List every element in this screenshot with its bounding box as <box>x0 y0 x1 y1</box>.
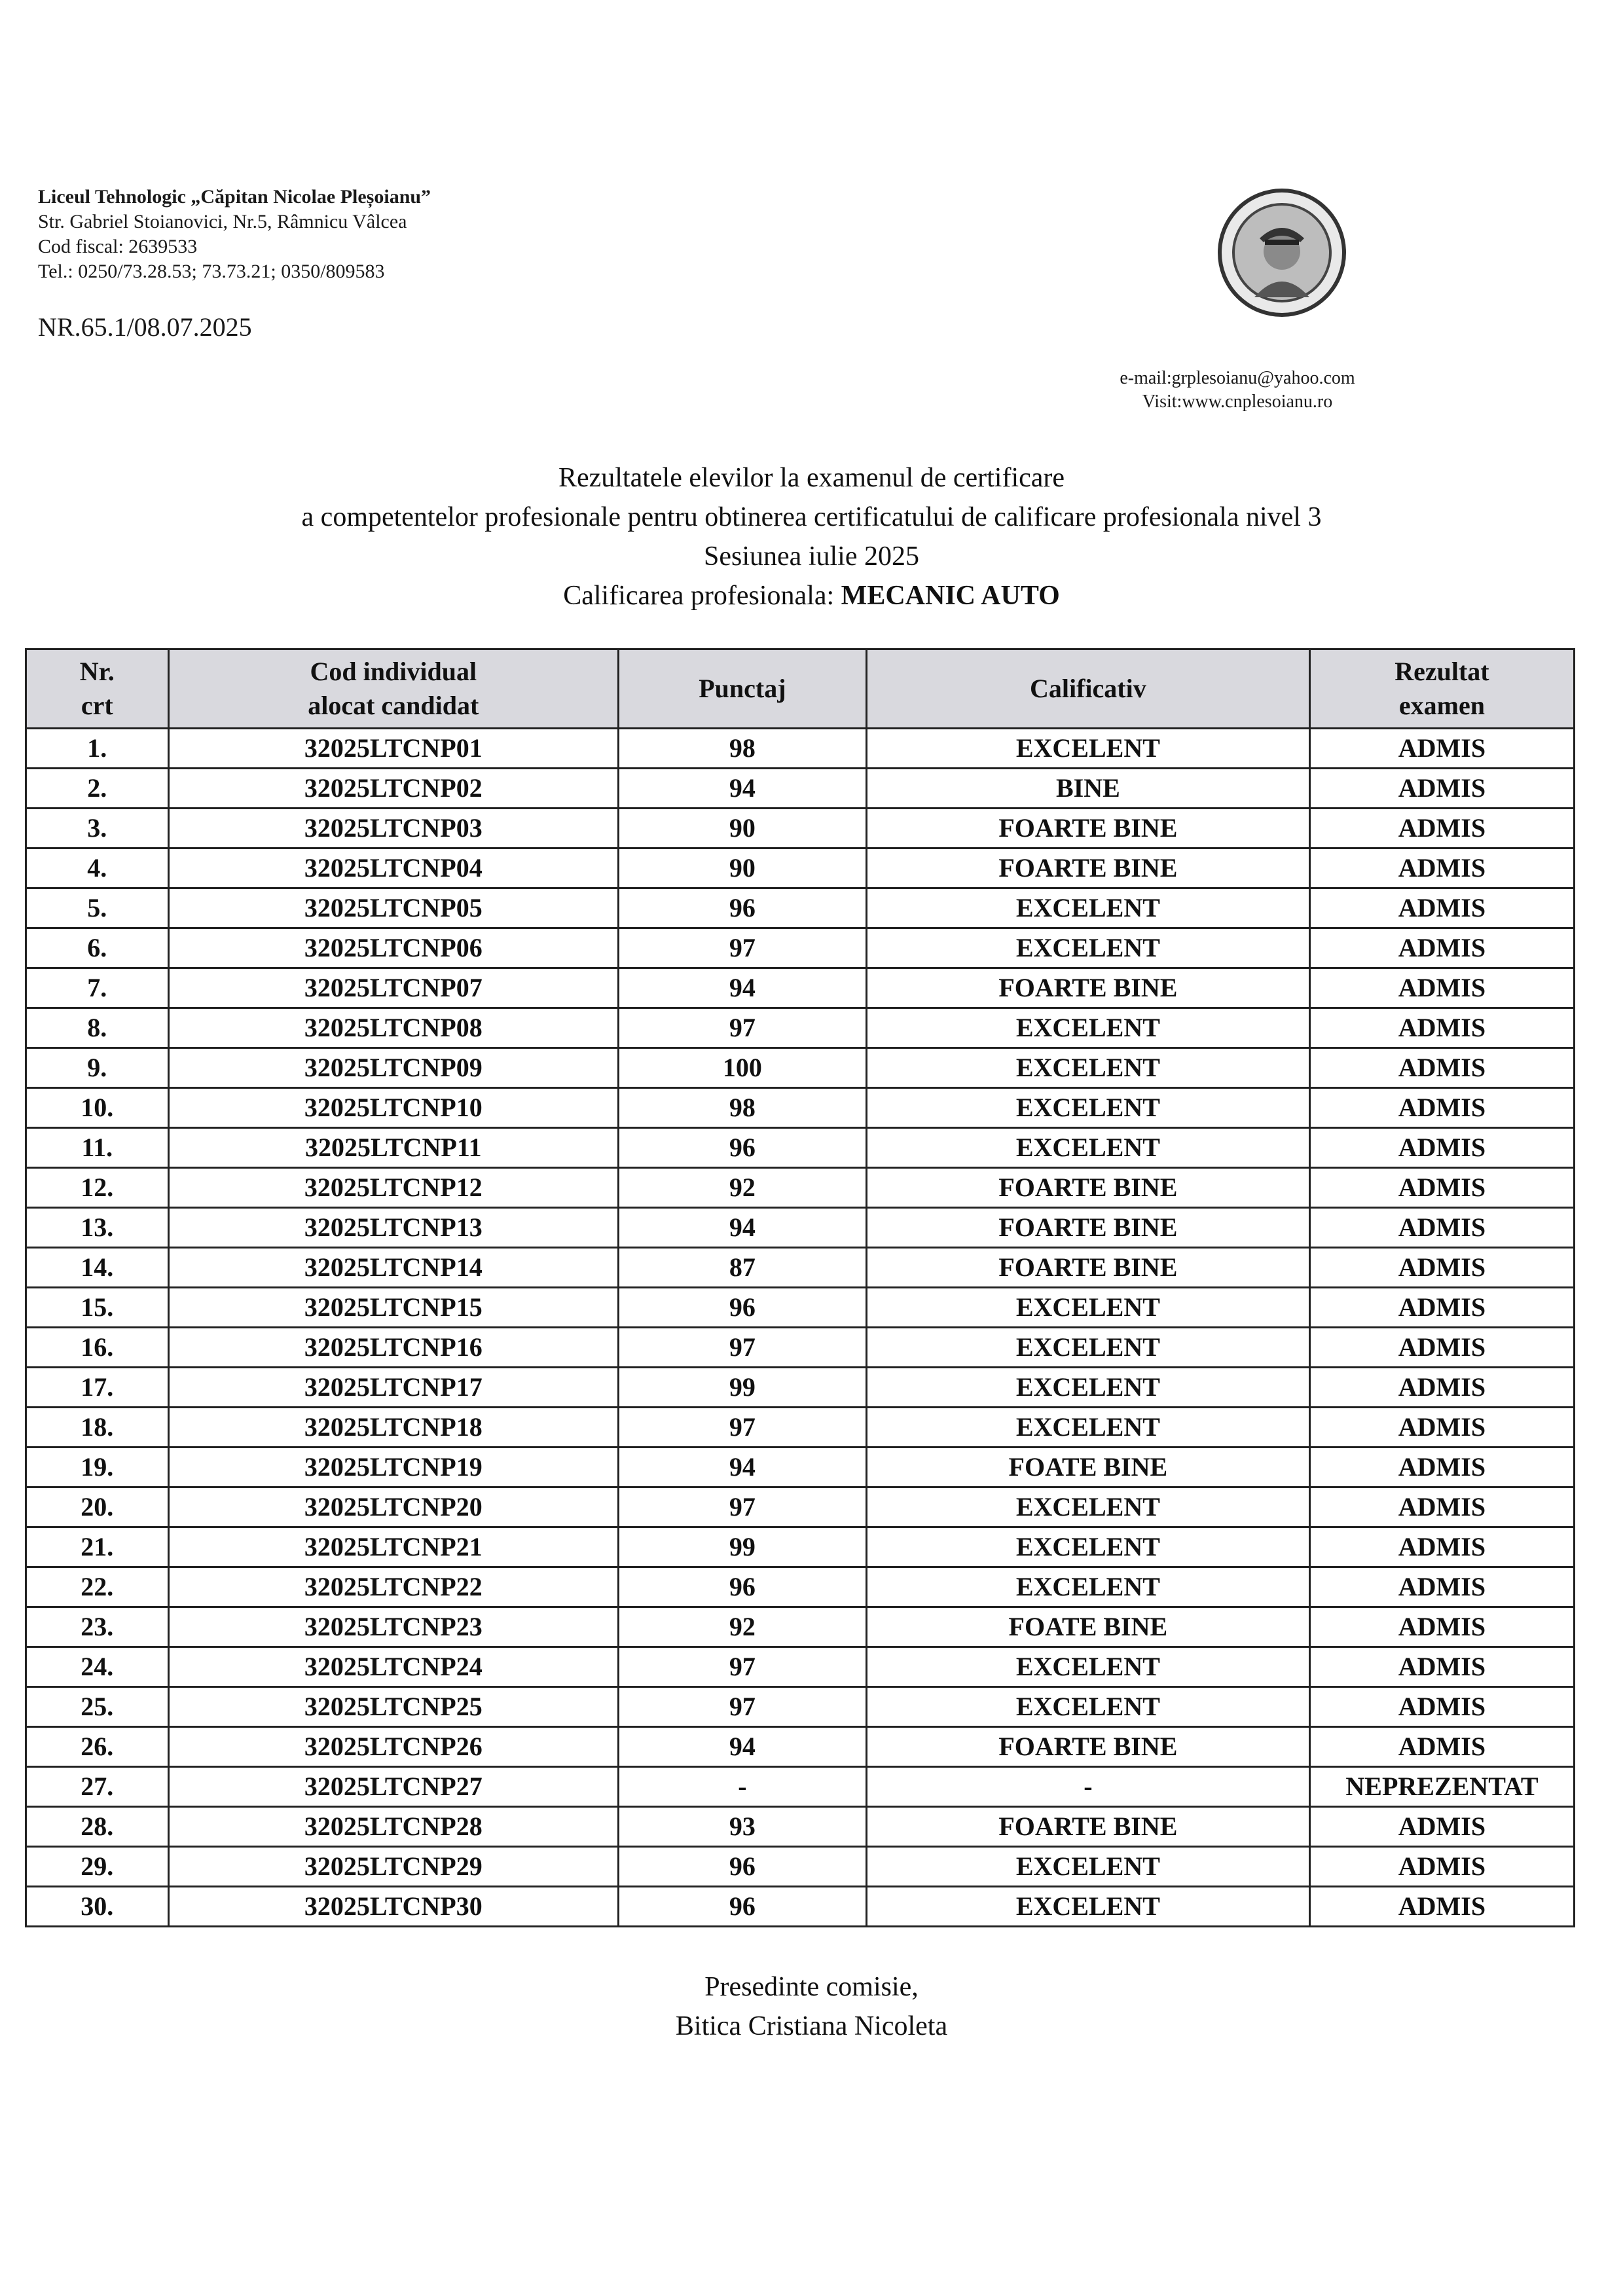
cell-score: 96 <box>618 1567 866 1607</box>
cell-score: 96 <box>618 1288 866 1328</box>
cell-grade: EXCELENT <box>866 1368 1309 1408</box>
header-nr-line1: Nr. <box>79 657 115 686</box>
cell-result: ADMIS <box>1309 928 1574 968</box>
cell-code: 32025LTCNP08 <box>168 1008 618 1048</box>
cell-nr: 9. <box>26 1048 169 1088</box>
cell-result: ADMIS <box>1309 809 1574 848</box>
table-row <box>26 1527 1575 1567</box>
cell-nr: 27. <box>26 1767 169 1807</box>
cell-nr: 5. <box>26 888 169 928</box>
cell-code: 32025LTCNP13 <box>168 1208 618 1248</box>
cell-code: 32025LTCNP19 <box>168 1448 618 1487</box>
table-row <box>26 1128 1575 1168</box>
cell-result: ADMIS <box>1309 769 1574 809</box>
cell-result: ADMIS <box>1309 1408 1574 1448</box>
cell-code: 32025LTCNP17 <box>168 1368 618 1408</box>
cell-score: 94 <box>618 968 866 1008</box>
table-row <box>26 1328 1575 1368</box>
table-row <box>26 1408 1575 1448</box>
cell-grade: EXCELENT <box>866 1647 1309 1687</box>
cell-result: ADMIS <box>1309 1647 1574 1687</box>
table-row <box>26 1088 1575 1128</box>
header-result-line2: examen <box>1398 691 1485 720</box>
phone-numbers: Tel.: 0250/73.28.53; 73.73.21; 0350/809583 <box>38 261 385 282</box>
cell-code: 32025LTCNP05 <box>168 888 618 928</box>
header-result-line1: Rezultat <box>1395 657 1489 686</box>
results-table <box>25 648 1575 1927</box>
cell-code: 32025LTCNP11 <box>168 1128 618 1168</box>
cell-result: ADMIS <box>1309 1687 1574 1727</box>
cell-code: 32025LTCNP16 <box>168 1328 618 1368</box>
cell-nr: 4. <box>26 848 169 888</box>
cell-result: ADMIS <box>1309 848 1574 888</box>
cell-score: 97 <box>618 1328 866 1368</box>
cell-score: 92 <box>618 1168 866 1208</box>
cell-result: ADMIS <box>1309 1368 1574 1408</box>
cell-grade: EXCELENT <box>866 1408 1309 1448</box>
cell-grade: EXCELENT <box>866 1288 1309 1328</box>
cell-nr: 3. <box>26 809 169 848</box>
cell-nr: 20. <box>26 1487 169 1527</box>
cell-score: 97 <box>618 1408 866 1448</box>
table-row <box>26 1887 1575 1927</box>
cell-grade: FOARTE BINE <box>866 1727 1309 1767</box>
header-code-line1: Cod individual <box>310 657 477 686</box>
table-row <box>26 848 1575 888</box>
table-row <box>26 1687 1575 1727</box>
cell-grade: EXCELENT <box>866 1687 1309 1727</box>
cell-grade: - <box>866 1767 1309 1807</box>
cell-result: ADMIS <box>1309 1727 1574 1767</box>
table-row <box>26 1008 1575 1048</box>
table-row <box>26 1487 1575 1527</box>
table-header-row <box>26 649 1575 729</box>
cell-score: 99 <box>618 1368 866 1408</box>
table-row <box>26 968 1575 1008</box>
cell-code: 32025LTCNP12 <box>168 1168 618 1208</box>
cell-result: NEPREZENTAT <box>1309 1767 1574 1807</box>
cell-grade: FOARTE BINE <box>866 848 1309 888</box>
header-result <box>1309 649 1574 729</box>
cell-grade: FOARTE BINE <box>866 968 1309 1008</box>
cell-score: 98 <box>618 1088 866 1128</box>
cell-grade: FOARTE BINE <box>866 1807 1309 1847</box>
school-seal-portrait-icon <box>1216 187 1347 318</box>
header-score: Punctaj <box>618 649 866 729</box>
cell-nr: 17. <box>26 1368 169 1408</box>
table-row <box>26 1368 1575 1408</box>
cell-grade: EXCELENT <box>866 1008 1309 1048</box>
cell-nr: 23. <box>26 1607 169 1647</box>
cell-code: 32025LTCNP21 <box>168 1527 618 1567</box>
cell-code: 32025LTCNP04 <box>168 848 618 888</box>
cell-score: 96 <box>618 1887 866 1927</box>
cell-code: 32025LTCNP02 <box>168 769 618 809</box>
cell-grade: FOARTE BINE <box>866 809 1309 848</box>
cell-nr: 25. <box>26 1687 169 1727</box>
cell-code: 32025LTCNP10 <box>168 1088 618 1128</box>
cell-result: ADMIS <box>1309 729 1574 769</box>
cell-grade: EXCELENT <box>866 888 1309 928</box>
cell-result: ADMIS <box>1309 1048 1574 1088</box>
cell-nr: 26. <box>26 1727 169 1767</box>
cell-grade: EXCELENT <box>866 1847 1309 1887</box>
cell-grade: EXCELENT <box>866 729 1309 769</box>
cell-score: 90 <box>618 809 866 848</box>
cell-nr: 2. <box>26 769 169 809</box>
cell-result: ADMIS <box>1309 1288 1574 1328</box>
cell-nr: 14. <box>26 1248 169 1288</box>
cell-nr: 16. <box>26 1328 169 1368</box>
cell-result: ADMIS <box>1309 1527 1574 1567</box>
cell-code: 32025LTCNP26 <box>168 1727 618 1767</box>
website-link[interactable]: Visit:www.cnplesoianu.ro <box>1142 392 1333 412</box>
cell-nr: 28. <box>26 1807 169 1847</box>
cell-result: ADMIS <box>1309 1607 1574 1647</box>
title-line-1: Rezultatele elevilor la examenul de certificare <box>558 463 1065 493</box>
cell-result: ADMIS <box>1309 1847 1574 1887</box>
cell-code: 32025LTCNP27 <box>168 1767 618 1807</box>
school-name: Liceul Tehnologic „Căpitan Nicolae Pleșoianu” <box>38 186 431 208</box>
cell-nr: 12. <box>26 1168 169 1208</box>
cell-nr: 6. <box>26 928 169 968</box>
cell-score: 97 <box>618 1687 866 1727</box>
table-row <box>26 928 1575 968</box>
table-row <box>26 1168 1575 1208</box>
cell-score: 96 <box>618 1847 866 1887</box>
cell-grade: EXCELENT <box>866 1527 1309 1567</box>
cell-code: 32025LTCNP28 <box>168 1807 618 1847</box>
signature-block <box>0 1967 1623 2046</box>
cell-nr: 22. <box>26 1567 169 1607</box>
school-address: Str. Gabriel Stoianovici, Nr.5, Râmnicu Vâlcea <box>38 211 407 232</box>
table-row <box>26 888 1575 928</box>
table-row <box>26 1727 1575 1767</box>
cell-grade: EXCELENT <box>866 1887 1309 1927</box>
cell-result: ADMIS <box>1309 1328 1574 1368</box>
table-row <box>26 1048 1575 1088</box>
table-row <box>26 809 1575 848</box>
cell-nr: 13. <box>26 1208 169 1248</box>
document-title <box>0 458 1623 615</box>
email-link[interactable]: e-mail:grplesoianu@yahoo.com <box>1120 368 1355 388</box>
cell-nr: 21. <box>26 1527 169 1567</box>
table-row <box>26 729 1575 769</box>
cell-score: 94 <box>618 1208 866 1248</box>
cell-nr: 29. <box>26 1847 169 1887</box>
cell-nr: 19. <box>26 1448 169 1487</box>
cell-score: 98 <box>618 729 866 769</box>
cell-grade: EXCELENT <box>866 1487 1309 1527</box>
cell-nr: 8. <box>26 1008 169 1048</box>
cell-score: 99 <box>618 1527 866 1567</box>
table-row <box>26 769 1575 809</box>
cell-grade: FOARTE BINE <box>866 1168 1309 1208</box>
header-grade: Calificativ <box>866 649 1309 729</box>
cell-score: 90 <box>618 848 866 888</box>
cell-code: 32025LTCNP07 <box>168 968 618 1008</box>
cell-result: ADMIS <box>1309 1088 1574 1128</box>
cell-result: ADMIS <box>1309 888 1574 928</box>
signature-role: Presedinte comisie, <box>704 1972 919 2002</box>
cell-grade: BINE <box>866 769 1309 809</box>
cell-code: 32025LTCNP23 <box>168 1607 618 1647</box>
cell-grade: FOARTE BINE <box>866 1248 1309 1288</box>
cell-code: 32025LTCNP14 <box>168 1248 618 1288</box>
cell-score: 94 <box>618 1727 866 1767</box>
cell-score: 93 <box>618 1807 866 1847</box>
cell-grade: EXCELENT <box>866 1567 1309 1607</box>
cell-grade: EXCELENT <box>866 1048 1309 1088</box>
title-line-2: a competentelor profesionale pentru obtinerea certificatului de calificare profesionala nivel 3 <box>301 502 1322 532</box>
table-row <box>26 1607 1575 1647</box>
cell-result: ADMIS <box>1309 1487 1574 1527</box>
cell-score: 97 <box>618 1008 866 1048</box>
cell-code: 32025LTCNP20 <box>168 1487 618 1527</box>
table-row <box>26 1248 1575 1288</box>
cell-result: ADMIS <box>1309 1567 1574 1607</box>
cell-code: 32025LTCNP01 <box>168 729 618 769</box>
cell-result: ADMIS <box>1309 1448 1574 1487</box>
cell-code: 32025LTCNP24 <box>168 1647 618 1687</box>
cell-grade: EXCELENT <box>866 1128 1309 1168</box>
cell-code: 32025LTCNP18 <box>168 1408 618 1448</box>
cell-code: 32025LTCNP22 <box>168 1567 618 1607</box>
cell-code: 32025LTCNP06 <box>168 928 618 968</box>
cell-code: 32025LTCNP09 <box>168 1048 618 1088</box>
contact-info <box>1074 367 1401 414</box>
cell-score: 96 <box>618 1128 866 1168</box>
title-line-4 <box>0 576 1623 615</box>
cell-grade: EXCELENT <box>866 928 1309 968</box>
cell-score: 96 <box>618 888 866 928</box>
cell-score: 97 <box>618 1487 866 1527</box>
cell-code: 32025LTCNP03 <box>168 809 618 848</box>
cell-score: 100 <box>618 1048 866 1088</box>
cell-nr: 30. <box>26 1887 169 1927</box>
cell-grade: FOATE BINE <box>866 1607 1309 1647</box>
header-nr <box>26 649 169 729</box>
header-code-line2: alocat candidat <box>308 691 479 720</box>
cell-result: ADMIS <box>1309 968 1574 1008</box>
cell-nr: 24. <box>26 1647 169 1687</box>
cell-score: 94 <box>618 769 866 809</box>
cell-code: 32025LTCNP29 <box>168 1847 618 1887</box>
table-row <box>26 1847 1575 1887</box>
cell-result: ADMIS <box>1309 1807 1574 1847</box>
cell-grade: EXCELENT <box>866 1088 1309 1128</box>
qualification-label: Calificarea profesionala: <box>563 581 835 611</box>
cell-score: 92 <box>618 1607 866 1647</box>
cell-nr: 11. <box>26 1128 169 1168</box>
cell-result: ADMIS <box>1309 1248 1574 1288</box>
signature-name: Bitica Cristiana Nicoleta <box>675 2011 948 2041</box>
document-number: NR.65.1/08.07.2025 <box>38 312 252 342</box>
table-row <box>26 1288 1575 1328</box>
school-info <box>38 185 431 284</box>
table-row <box>26 1807 1575 1847</box>
qualification-value: MECANIC AUTO <box>841 581 1060 611</box>
cell-code: 32025LTCNP25 <box>168 1687 618 1727</box>
cell-code: 32025LTCNP30 <box>168 1887 618 1927</box>
table-row <box>26 1767 1575 1807</box>
cell-result: ADMIS <box>1309 1208 1574 1248</box>
cell-score: - <box>618 1767 866 1807</box>
cell-nr: 18. <box>26 1408 169 1448</box>
cell-score: 87 <box>618 1248 866 1288</box>
cell-grade: FOATE BINE <box>866 1448 1309 1487</box>
table-row <box>26 1448 1575 1487</box>
table-row <box>26 1208 1575 1248</box>
cell-nr: 15. <box>26 1288 169 1328</box>
cell-result: ADMIS <box>1309 1008 1574 1048</box>
table-row <box>26 1647 1575 1687</box>
cell-result: ADMIS <box>1309 1128 1574 1168</box>
cell-grade: FOARTE BINE <box>866 1208 1309 1248</box>
cell-nr: 10. <box>26 1088 169 1128</box>
cell-code: 32025LTCNP15 <box>168 1288 618 1328</box>
header-nr-line2: crt <box>81 691 113 720</box>
cell-nr: 1. <box>26 729 169 769</box>
header-code <box>168 649 618 729</box>
cell-score: 94 <box>618 1448 866 1487</box>
cell-grade: EXCELENT <box>866 1328 1309 1368</box>
cell-result: ADMIS <box>1309 1887 1574 1927</box>
title-line-3: Sesiunea iulie 2025 <box>704 541 919 572</box>
cell-nr: 7. <box>26 968 169 1008</box>
fiscal-code: Cod fiscal: 2639533 <box>38 236 198 257</box>
cell-score: 97 <box>618 1647 866 1687</box>
cell-score: 97 <box>618 928 866 968</box>
table-row <box>26 1567 1575 1607</box>
cell-result: ADMIS <box>1309 1168 1574 1208</box>
